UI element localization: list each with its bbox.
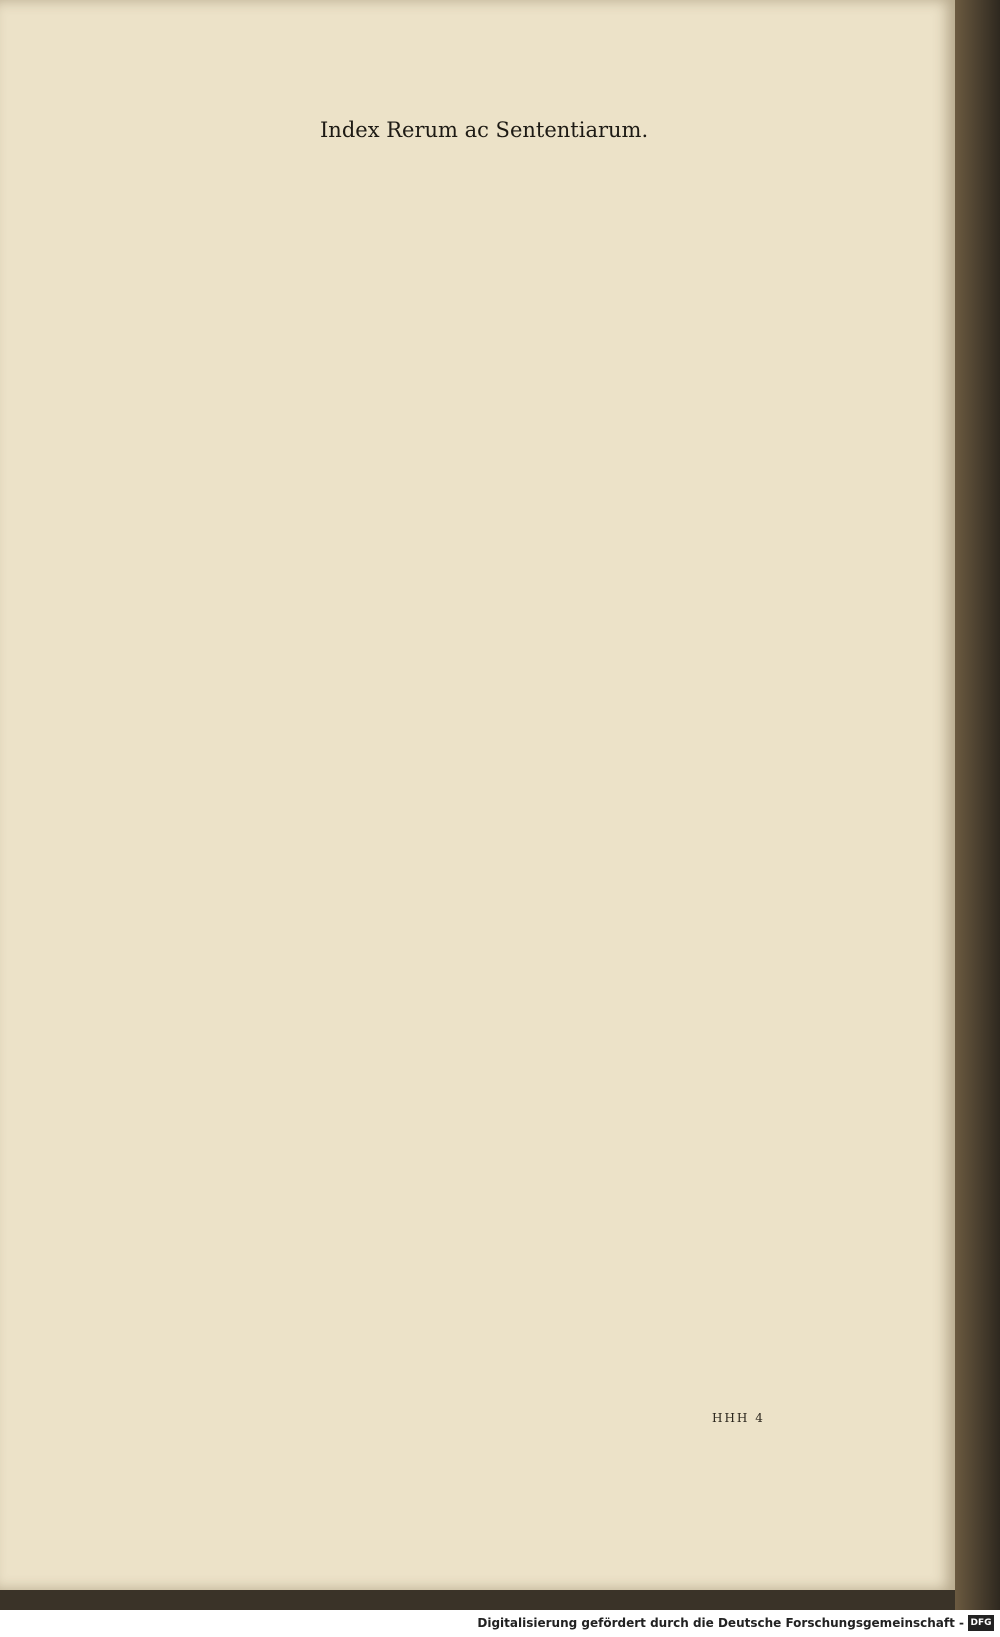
book-edge bbox=[955, 0, 1000, 1637]
signature-mark: HHH 4 bbox=[712, 1411, 765, 1425]
index-column-3 bbox=[592, 148, 852, 1410]
index-column-2 bbox=[320, 148, 578, 1410]
page-heading: Index Rerum ac Sententiarum. bbox=[320, 118, 649, 142]
index-column-1 bbox=[46, 148, 304, 1410]
digitization-footer bbox=[0, 1610, 1000, 1637]
funding-notice: Digitalisierung gefördert durch die Deutsche Forschungsgemeinschaft - bbox=[477, 1616, 964, 1630]
dfg-logo-icon: DFG bbox=[968, 1615, 994, 1631]
